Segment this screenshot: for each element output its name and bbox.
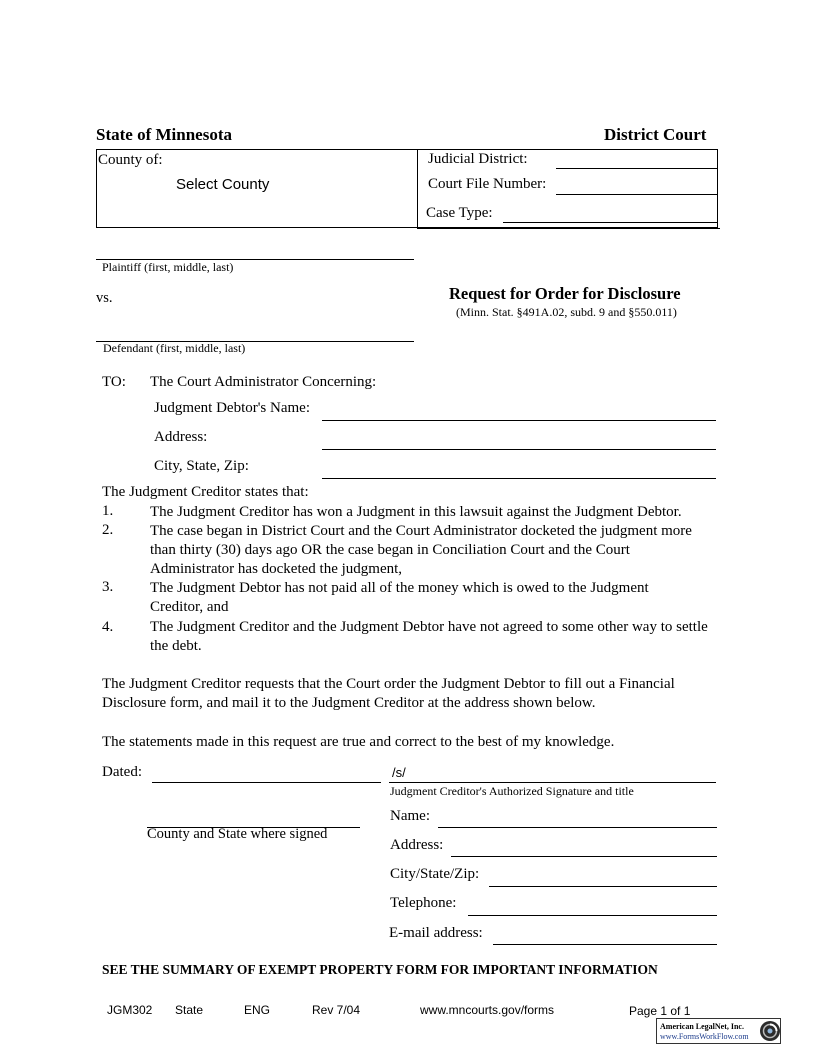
debtor-address-field[interactable] [322,449,716,450]
jurisdiction: State [175,1003,204,1017]
forms-url[interactable]: www.mncourts.gov/forms [420,1003,555,1017]
signature-value[interactable]: /s/ [392,765,406,780]
debtor-address-label: Address: [154,429,208,445]
statement-text: The Judgment Creditor has won a Judgment in this lawsuit against the Judgment Debtor. [150,504,682,520]
request-paragraph: The Judgment Creditor requests that the Court order the Judgment Debtor to fill out a Financial Disclosure form, and mail it to the Judgment Creditor at the address shown below. [102,676,675,711]
statute-reference: (Minn. Stat. §491A.02, subd. 9 and §550.011) [456,305,677,319]
form-code: JGM302 [107,1003,153,1017]
language: ENG [244,1003,271,1017]
address-field[interactable] [451,856,717,857]
case-type-field[interactable] [503,222,718,223]
email-field[interactable] [493,944,717,945]
defendant-label: Defendant (first, middle, last) [103,341,246,355]
statement-number: 1. [102,503,114,519]
statement-text: The Judgment Debtor has not paid all of the money which is owed to the Judgment Creditor, and [150,580,649,615]
statement-number: 2. [102,522,114,538]
judicial-district-label: Judicial District: [428,151,528,167]
name-label: Name: [390,808,430,824]
statement-number: 3. [102,579,114,595]
caption-divider [417,149,418,229]
signature-label: Judgment Creditor's Authorized Signature and title [390,784,634,798]
vs-label: vs. [96,290,113,306]
debtor-name-field[interactable] [322,420,716,421]
case-type-label: Case Type: [426,205,493,221]
signature-field[interactable] [389,782,716,783]
city-state-zip-label: City/State/Zip: [390,866,480,882]
debtor-city-field[interactable] [322,478,716,479]
legalnet-logo[interactable] [656,1018,781,1044]
email-label: E-mail address: [389,925,483,941]
truth-statement: The statements made in this request are true and correct to the best of my knowledge. [102,734,615,750]
dated-field[interactable] [152,782,381,783]
county-select[interactable]: Select County [176,176,270,193]
court-title: District Court [604,125,707,144]
statement-text: The Judgment Creditor and the Judgment Debtor have not agreed to some other way to settle the debt. [150,619,708,654]
statements-intro: The Judgment Creditor states that: [102,484,309,500]
statement-number: 4. [102,619,114,635]
judicial-district-field[interactable] [556,168,718,169]
court-file-number-field[interactable] [556,194,718,195]
addressee: The Court Administrator Concerning: [150,374,377,390]
form-title: Request for Order for Disclosure [449,284,681,303]
globe-icon [759,1020,781,1042]
statement-text: The case began in District Court and the Court Administrator docketed the judgment more than thirty (30) days ago OR the case began in Conciliation Court and the Court Administrator has docketed the judgment, [150,523,692,577]
dated-label: Dated: [102,764,142,780]
city-state-zip-field[interactable] [489,886,717,887]
telephone-label: Telephone: [390,895,457,911]
county-label: County of: [98,152,163,168]
exempt-property-notice: SEE THE SUMMARY OF EXEMPT PROPERTY FORM FOR IMPORTANT INFORMATION [102,962,658,977]
plaintiff-label: Plaintiff (first, middle, last) [102,260,234,274]
caption-box-bottom-right [417,228,720,229]
court-file-number-label: Court File Number: [428,176,547,192]
county-state-label: County and State where signed [147,826,328,842]
address-label: Address: [390,837,444,853]
telephone-field[interactable] [468,915,717,916]
page-number: Page 1 of 1 [629,1004,691,1018]
name-field[interactable] [438,827,717,828]
state-title: State of Minnesota [96,125,232,144]
logo-site: www.FormsWorkFlow.com [660,1032,749,1041]
debtor-name-label: Judgment Debtor's Name: [154,400,311,416]
debtor-city-label: City, State, Zip: [154,458,249,474]
logo-company: American LegalNet, Inc. [660,1022,744,1031]
revision: Rev 7/04 [312,1003,361,1017]
to-label: TO: [102,374,126,390]
